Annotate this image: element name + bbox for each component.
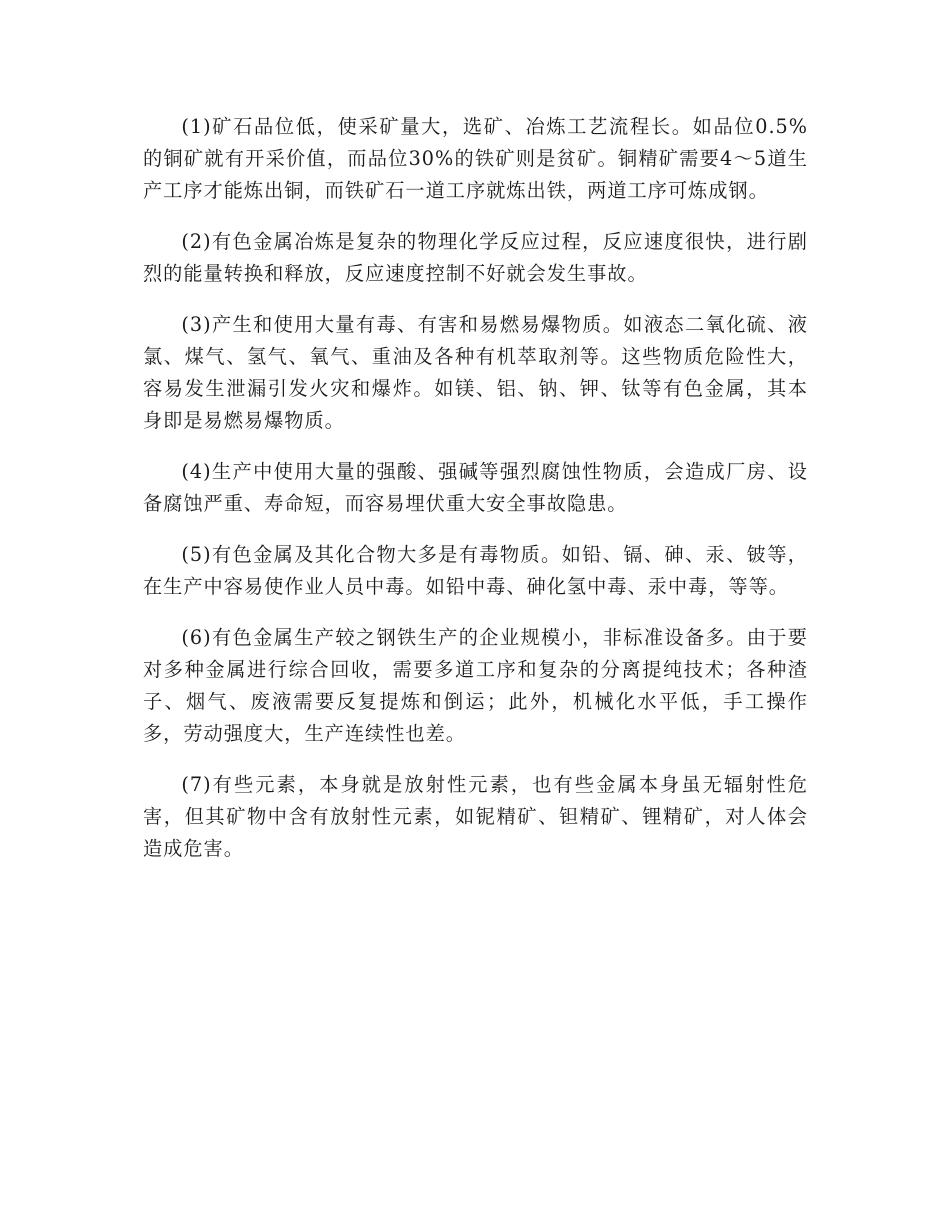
document-body bbox=[143, 111, 808, 884]
paragraph-1: (1)矿石品位低，使采矿量大，选矿、冶炼工艺流程长。如品位0.5%的铜矿就有开采价值，而品位30%的铁矿则是贫矿。铜精矿需要4～5道生产工序才能炼出铜，而铁矿石一道工序就炼出铁，两道工序可炼成钢。 bbox=[143, 115, 808, 202]
paragraph-3: (3)产生和使用大量有毒、有害和易燃易爆物质。如液态二氧化硫、液氯、煤气、氢气、氧气、重油及各种有机萃取剂等。这些物质危险性大，容易发生泄漏引发火灾和爆炸。如镁、铝、钠、钾、钛等有色金属，其本身即是易燃易爆物质。 bbox=[143, 313, 808, 432]
paragraph-6: (6)有色金属生产较之钢铁生产的企业规模小，非标准设备多。由于要对多种金属进行综合回收，需要多道工序和复杂的分离提纯技术；各种渣子、烟气、废液需要反复提炼和倒运；此外，机械化水平低，手工操作多，劳动强度大，生产连续性也差。 bbox=[143, 626, 808, 745]
paragraph-4: (4)生产中使用大量的强酸、强碱等强烈腐蚀性物质，会造成厂房、设备腐蚀严重、寿命短，而容易埋伏重大安全事故隐患。 bbox=[143, 460, 808, 515]
paragraph-5: (5)有色金属及其化合物大多是有毒物质。如铅、镉、砷、汞、铍等，在生产中容易使作业人员中毒。如铅中毒、砷化氢中毒、汞中毒，等等。 bbox=[143, 543, 808, 598]
paragraph-7: (7)有些元素，本身就是放射性元素，也有些金属本身虽无辐射性危害，但其矿物中含有放射性元素，如铌精矿、钽精矿、锂精矿，对人体会造成危害。 bbox=[143, 773, 808, 860]
paragraph-2: (2)有色金属冶炼是复杂的物理化学反应过程，反应速度很快，进行剧烈的能量转换和释放，反应速度控制不好就会发生事故。 bbox=[143, 230, 808, 285]
